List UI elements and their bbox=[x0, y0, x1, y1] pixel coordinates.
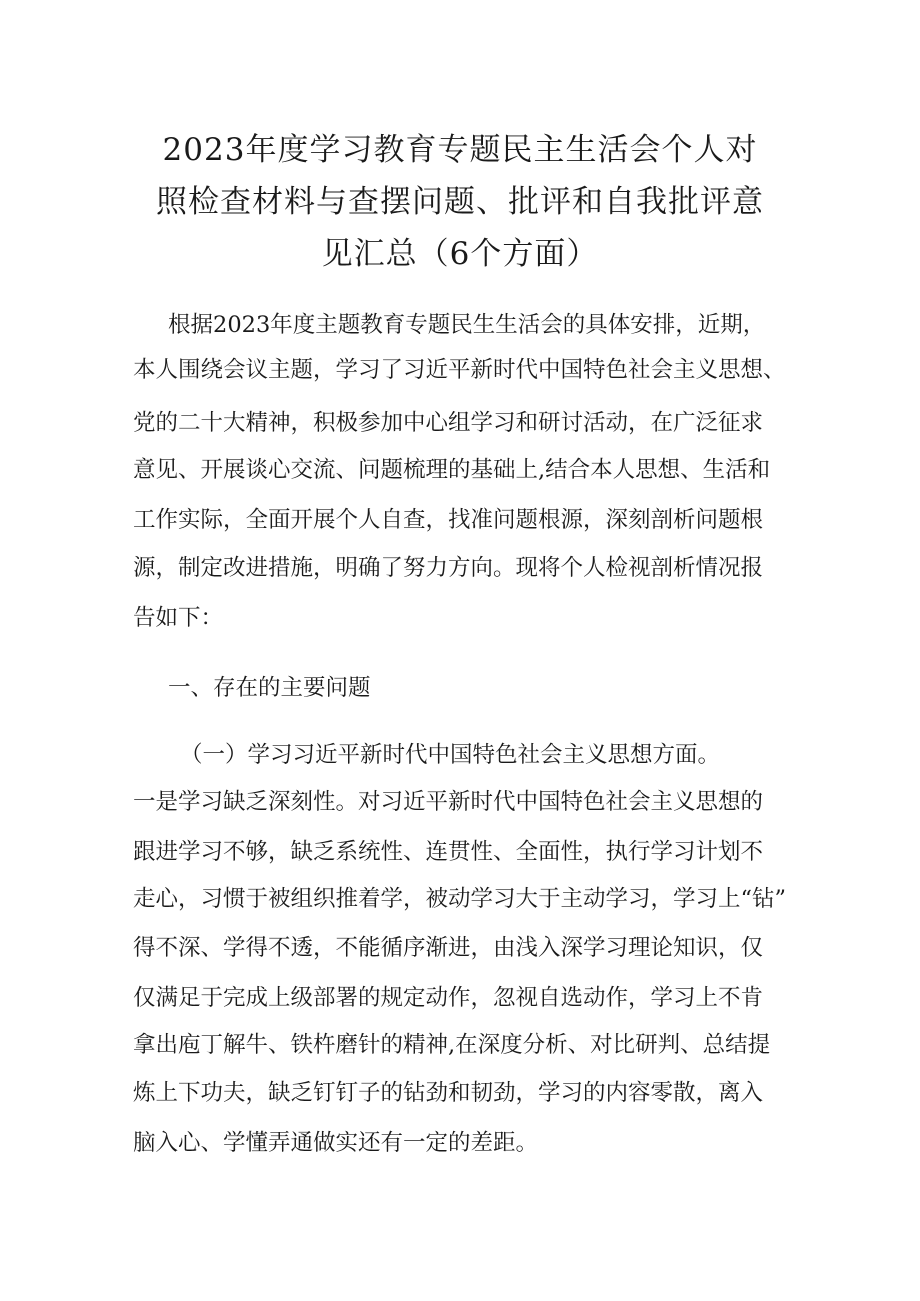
body-line-6: 拿出庖丁解牛、铁杵磨针的精神,在深度分析、对比研判、总结提 bbox=[133, 1032, 771, 1058]
intro-line-2: 本人围绕会议主题，学习了习近平新时代中国特色社会主义思想、 bbox=[133, 357, 786, 383]
intro-line-6: 源，制定改进措施，明确了努力方向。现将个人检视剖析情况报 bbox=[133, 555, 764, 581]
intro-line-5: 工作实际，全面开展个人自查，找准问题根源，深刻剖析问题根 bbox=[133, 507, 764, 533]
body-line-1: 一是学习缺乏深刻性。对习近平新时代中国特色社会主义思想的 bbox=[133, 789, 764, 815]
body-line-5: 仅满足于完成上级部署的规定动作，忽视自选动作，学习上不肯 bbox=[133, 985, 764, 1011]
body-line-8: 脑入心、学懂弄通做实还有一定的差距。 bbox=[133, 1130, 539, 1156]
section-heading: 一、存在的主要问题 bbox=[168, 675, 371, 701]
intro-line-7: 告如下： bbox=[133, 605, 224, 631]
document-title-line-3: 见汇总（6个方面） bbox=[321, 236, 599, 272]
subsection-heading: （一）学习习近平新时代中国特色社会主义思想方面。 bbox=[180, 742, 721, 768]
document-title-line-1: 2023年度学习教育专题民主生活会个人对 bbox=[162, 132, 758, 168]
body-line-7: 炼上下功夫，缺乏钉钉子的钻劲和韧劲，学习的内容零散，离入 bbox=[133, 1080, 764, 1106]
intro-line-1: 根据2023年度主题教育专题民生生活会的具体安排，近期， bbox=[168, 312, 766, 338]
document-title-line-2: 照检查材料与查摆问题、批评和自我批评意 bbox=[156, 184, 764, 220]
intro-line-3: 党的二十大精神，积极参加中心组学习和研讨活动，在广泛征求 bbox=[133, 410, 764, 436]
body-line-3: 走心，习惯于被组织推着学，被动学习大于主动学习，学习上“钻” bbox=[133, 886, 787, 912]
body-line-2: 跟进学习不够，缺乏系统性、连贯性、全面性，执行学习计划不 bbox=[133, 839, 764, 865]
body-line-4: 得不深、学得不透，不能循序渐进，由浅入深学习理论知识，仅 bbox=[133, 935, 764, 961]
intro-line-4: 意见、开展谈心交流、问题梳理的基础上,结合本人思想、生活和 bbox=[133, 457, 771, 483]
